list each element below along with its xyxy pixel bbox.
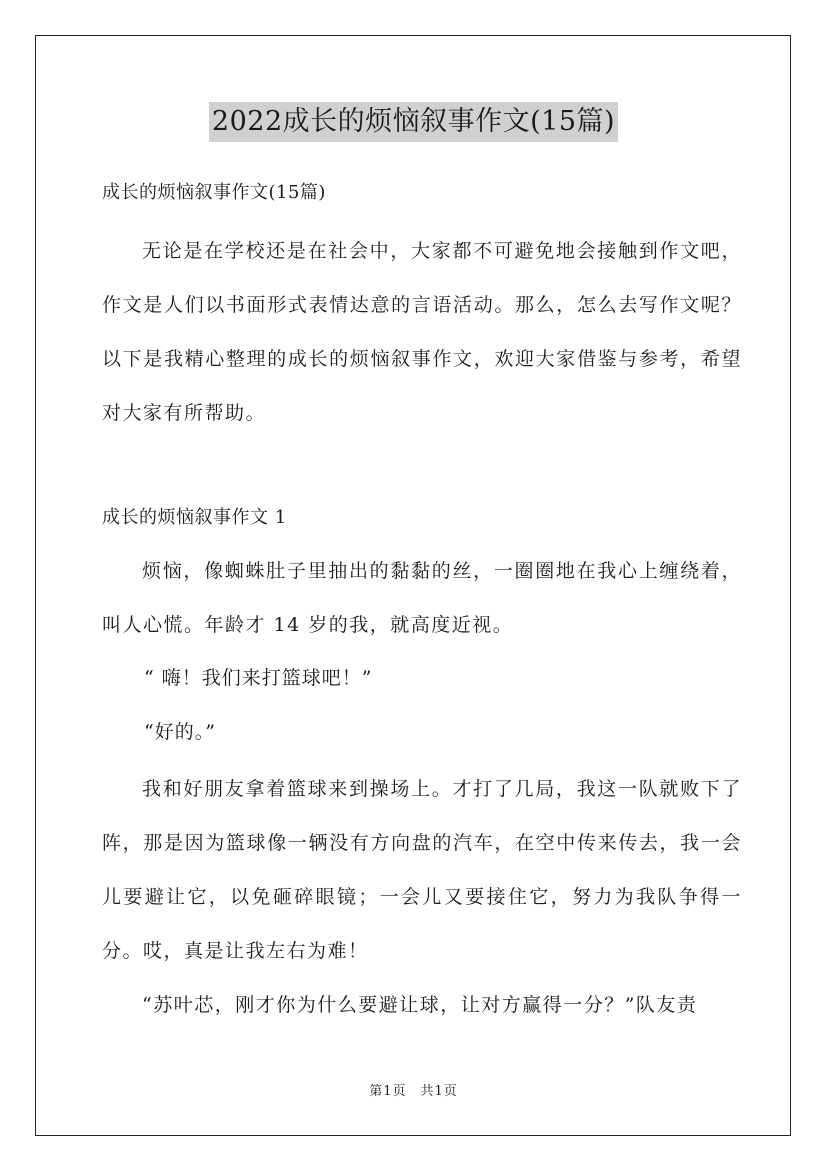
document-subtitle: 成长的烦恼叙事作文(15篇)	[102, 182, 326, 203]
paragraph-1: 烦恼，像蜘蛛肚子里抽出的黏黏的丝，一圈圈地在我心上缠绕着，叫人心慌。年龄才 14 岁的我，就高度近视。	[102, 560, 742, 636]
dialogue-1: “ 嗨！我们来打篮球吧！”	[144, 667, 373, 689]
paragraph-3: “苏叶芯，刚才你为什么要避让球，让对方赢得一分？”队友责	[142, 994, 698, 1016]
page-footer: 第1页 共1页	[369, 1084, 458, 1099]
section-heading: 成长的烦恼叙事作文 1	[102, 507, 287, 528]
paragraph-2: 我和好朋友拿着篮球来到操场上。才打了几局，我这一队就败下了阵，那是因为篮球像一辆没有方向盘的汽车，在空中传来传去，我一会儿要避让它，以免砸碎眼镜；一会儿又要接住它，努力为我队争得一分。哎，真是让我左右为难！	[102, 778, 742, 962]
title-wrapper	[0, 102, 827, 142]
document-title: 2022成长的烦恼叙事作文(15篇)	[209, 102, 618, 142]
intro-paragraph: 无论是在学校还是在社会中，大家都不可避免地会接触到作文吧，作文是人们以书面形式表情达意的言语活动。那么，怎么去写作文呢？以下是我精心整理的成长的烦恼叙事作文，欢迎大家借鉴与参考，希望对大家有所帮助。	[102, 240, 742, 424]
dialogue-2: “好的。”	[144, 721, 216, 743]
